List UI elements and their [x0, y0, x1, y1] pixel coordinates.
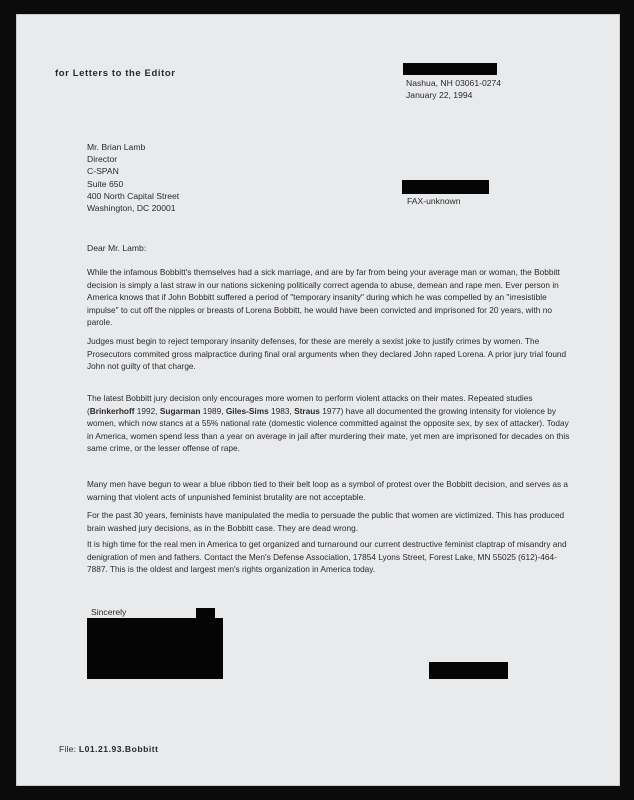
file-name: L01.21.93.Bobbitt: [78, 744, 159, 754]
paragraph-1: While the infamous Bobbitt's themselves had a sick marriage, and are by far from being your average man or woman, the Bobbitt decision is simply a last straw in our nations sickening politically correct agenda to abuse, demean and rape men. Ever person in America knows that if John Bobbitt suffered a period of "temporary insanity" during which he was compelled by an "irresistible impulse" to cut off the nipples or breasts of Lorena Bobbitt, he would have been convicted and imprisoned for 20 years, with no parole.: [87, 267, 560, 327]
paragraph-3-text-b: 1992,: [134, 405, 160, 416]
paragraph-3-text-e: 1977) have all documented the growing intensity for violence by women, which now stancs at a 55% national rate (domestic violence committed against the opposite sex, by sex of attacker). Today in America, women spend less than a year on average in jail after murdering their mate, yet men are imprisoned for decades on this same crime, or the lesser offense of rape.: [87, 405, 570, 453]
sender-block: [406, 77, 501, 101]
salutation: Dear Mr. Lamb:: [87, 243, 147, 253]
recipient-city: Washington, DC 20001: [87, 203, 176, 214]
redaction-bar-sender: [403, 63, 497, 75]
redaction-bar-right: [429, 662, 508, 679]
study-sugarman: Sugarman: [159, 405, 201, 416]
recipient-org: C-SPAN: [87, 166, 119, 177]
study-giles-sims: Giles-Sims: [225, 405, 269, 416]
fax-line: FAX-unknown: [407, 196, 461, 206]
recipient-name: Mr. Brian Lamb: [87, 142, 146, 152]
paragraph-3-text-a: The latest Bobbitt jury decision only encourages more women to perform violent attacks on their mates. Repeated studies (: [87, 393, 533, 416]
recipient-block: [87, 141, 179, 214]
sender-city: Nashua, NH 03061-0274: [406, 78, 502, 88]
letter-heading: for Letters to the Editor: [55, 68, 176, 79]
redaction-bar-fax: [402, 180, 489, 194]
file-reference: [59, 744, 158, 754]
letter-page: [16, 14, 620, 786]
paragraph-6: It is high time for the real men in America to get organized and turnaround our current destructive feminist claptrap of misandry and denigration of men and fathers. Contact the Men's Defense Association, 17854 Lyons Street, Forest Lake, MN 55025 (612)-464-7887. This is the oldest and largest men's rights organization in America today.: [87, 539, 567, 574]
closing: Sincerely: [91, 607, 127, 617]
recipient-suite: Suite 650: [87, 178, 124, 189]
file-label: File:: [59, 744, 79, 754]
paragraph-3-text-c: 1989,: [200, 405, 226, 416]
paragraph-3-text-d: 1983,: [268, 405, 295, 416]
redaction-block-signature: [87, 618, 223, 679]
paragraph-4: Many men have begun to wear a blue ribbon tied to their belt loop as a symbol of protest over the Bobbitt decision, and serves as a warning that violent acts of unpunished feminist brutality are not acceptable.: [87, 479, 569, 502]
paragraph-3: [87, 392, 571, 455]
paragraph-2: Judges must begin to reject temporary insanity defenses, for these are merely a sexist joke to justify crimes by women. The Prosecutors commited gross malpractice during final oral arguments when they declared John raped Lorena. A prior jury trial found John not guilty of that charge.: [87, 336, 567, 371]
paragraph-5: For the past 30 years, feminists have manipulated the media to persuade the public that women are victimized. This has produced brain washed jury decisions, as in the Bobbitt case. They are dead wrong.: [87, 510, 565, 533]
study-straus: Straus: [294, 405, 320, 416]
letter-date: January 22, 1994: [406, 90, 473, 101]
recipient-street: 400 North Capital Street: [87, 190, 180, 201]
recipient-title: Director: [87, 154, 118, 165]
study-brinkerhoff: Brinkerhoff: [89, 405, 135, 416]
